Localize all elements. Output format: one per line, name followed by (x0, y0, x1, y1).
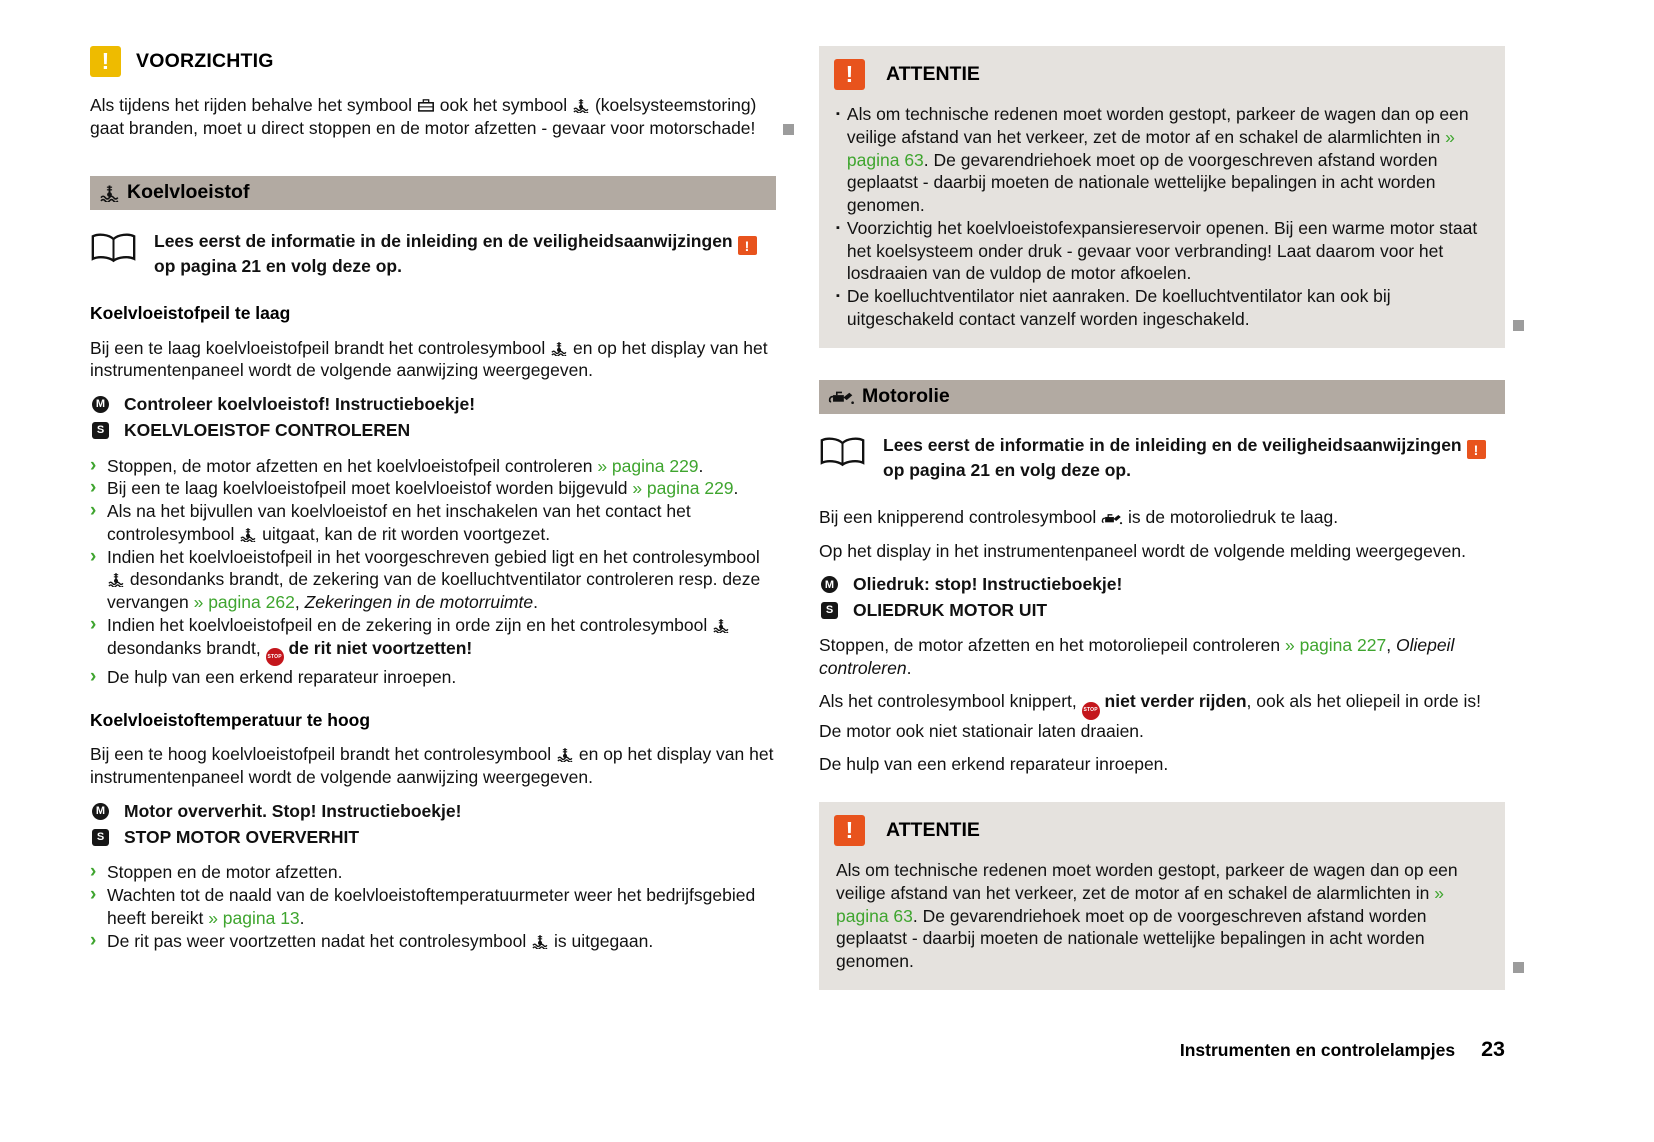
attention-bullet (836, 103, 1490, 217)
display-message-text: STOP MOTOR OVERVERHIT (124, 826, 360, 847)
oil-text-bold: niet verder rijden (1104, 691, 1247, 712)
page-link[interactable]: » pagina 227 (1285, 634, 1387, 655)
coolant-low-text-1: Bij een te laag koelvloeistofpeil brandt het controlesymbool (90, 337, 546, 358)
read-first-seg2: op pagina 21 en volg deze op. (154, 256, 402, 277)
oil-paragraph-5: De hulp van een erkend reparateur inroepen. (819, 754, 1169, 775)
coolant-warning-icon (99, 184, 120, 202)
attn-seg: . De gevarendriehoek moet op de voorgeschreven afstand worden geplaatst - daarbij moeten de nationale wettelijke bepalingen in acht worden genomen. (836, 905, 1427, 972)
read-first-seg2: op pagina 21 en volg deze op. (883, 460, 1131, 481)
step-text (107, 477, 776, 500)
attention-bullet-text: Voorzichtig het koelvloeistofexpansiereservoir openen. Bij een warme motor staat het koelsysteem onder druk - gevaar voor verbranding! Laat daarom voor het losdraaien van de vuldop de motor afkoelen. (846, 217, 1478, 284)
attn-seg: Als om technische redenen moet worden gestopt, parkeer de wagen dan op een veilige afstand van het verkeer, zet de motor af en schakel de alarmlichten in (846, 104, 1469, 147)
step-text (107, 546, 776, 614)
attn-seg: Als om technische redenen moet worden gestopt, parkeer de wagen dan op een veilige afstand van het verkeer, zet de motor af en schakel de alarmlichten in (836, 860, 1458, 903)
step-seg: . (299, 908, 305, 929)
oil-paragraph-1 (819, 506, 1505, 529)
oil-text-2: is de motoroliedruk te laag. (1128, 506, 1339, 527)
attention-box-oil (819, 802, 1505, 990)
oil-text-end: . (906, 657, 912, 678)
segment-display-icon: S (821, 602, 838, 619)
step-seg-italic: Zekeringen in de motorruimte (304, 592, 534, 613)
list-item (90, 884, 776, 930)
coolant-warning-icon (531, 934, 549, 949)
step-seg: Stoppen, de motor afzetten en het koelvloeistofpeil controleren (107, 455, 593, 476)
step-text (107, 884, 776, 930)
step-seg: Bij een te laag koelvloeistofpeil moet koelvloeistof worden bijgevuld (107, 478, 628, 499)
display-message-row (92, 826, 776, 849)
step-text (107, 666, 776, 689)
attention-title: ATTENTIE (886, 818, 980, 841)
coolant-warning-icon (556, 747, 574, 762)
page-link[interactable]: » pagina 63 (836, 882, 1444, 926)
read-first-note (90, 230, 776, 278)
coolant-low-steps (90, 455, 776, 689)
page-marker (783, 124, 794, 135)
list-item (90, 477, 776, 500)
list-item (90, 546, 776, 614)
display-message-row (821, 599, 1505, 622)
list-arrow-icon: › (90, 500, 97, 522)
step-seg: desondanks brandt, (107, 637, 261, 658)
coolant-warning-icon (107, 572, 125, 587)
attention-bullet-text (847, 103, 1490, 217)
oil-paragraph-2: Op het display in het instrumentenpaneel wordt de volgende melding weergegeven. (819, 540, 1466, 561)
oil-can-icon (1101, 512, 1123, 525)
step-seg: , (294, 592, 300, 613)
attention-bullet (836, 285, 1490, 331)
open-book-icon (819, 436, 866, 469)
step-seg: Indien het koelvloeistofpeil en de zekering in orde zijn en het controlesymbool (107, 614, 708, 635)
coolant-high-text-2: en op het display van het instrumentenpaneel wordt de volgende aanwijzing weergegeven. (90, 744, 774, 788)
attention-exclamation-icon: ! (834, 59, 865, 90)
step-seg: De rit pas weer voortzetten nadat het controlesymbool (107, 930, 527, 951)
step-seg: De hulp van een erkend reparateur inroepen. (107, 666, 457, 687)
display-message-row (92, 393, 776, 416)
step-seg: . (698, 455, 704, 476)
oil-text-italic: Oliepeil controleren (819, 634, 1455, 678)
oil-text-3: Stoppen, de motor afzetten en het motoroliepeil controleren (819, 634, 1281, 655)
read-first-text (154, 230, 776, 278)
coolant-low-text-2: en op het display van het instrumentenpaneel wordt de volgende aanwijzing weergegeven. (90, 337, 768, 381)
caution-text-3: (koelsysteemstoring) gaat branden, moet u direct stoppen en de motor afzetten - gevaar voor motorschade! (90, 95, 757, 138)
attention-header (834, 59, 1490, 90)
section-bar-title: Koelvloeistof (127, 180, 250, 203)
attn-seg: . De gevarendriehoek moet op de voorgeschreven afstand worden geplaatst - daarbij moeten de nationale wettelijke bepalingen in acht worden genomen. (846, 149, 1438, 215)
subheading-coolant-low: Koelvloeistofpeil te laag (90, 302, 291, 323)
page-footer (1180, 1036, 1505, 1064)
oil-can-icon (828, 389, 855, 405)
bullet-icon: ▪ (836, 221, 840, 234)
attention-box-coolant (819, 46, 1505, 348)
display-message-row (92, 419, 776, 442)
section-bar-motorolie (819, 380, 1505, 414)
coolant-high-steps (90, 861, 776, 952)
section-bar-title: Motorolie (862, 384, 950, 407)
coolant-warning-icon (572, 98, 590, 113)
step-seg: uitgaat, kan de rit worden voortgezet. (262, 523, 551, 544)
attention-header (834, 815, 1490, 846)
attention-text (836, 859, 1490, 973)
list-arrow-icon: › (90, 477, 97, 499)
list-arrow-icon: › (90, 884, 97, 906)
step-seg: . (733, 478, 739, 499)
section-bar-koelvloeistof (90, 176, 776, 210)
display-message-row (821, 573, 1505, 596)
page-link[interactable]: » pagina 262 (193, 592, 295, 613)
display-message-text: OLIEDRUK MOTOR UIT (853, 600, 1048, 621)
stop-icon: STOP (1082, 702, 1100, 720)
page-link[interactable]: » pagina 229 (632, 478, 734, 499)
footer-page-number: 23 (1481, 1037, 1505, 1061)
step-seg: Indien het koelvloeistofpeil in het voorgeschreven gebied ligt en het controlesymbool (107, 546, 760, 567)
display-message-text: Oliedruk: stop! Instructieboekje! (853, 574, 1123, 595)
step-seg: . (533, 592, 539, 613)
oil-text-sep: , (1386, 634, 1392, 655)
oil-text-1: Bij een knipperend controlesymbool (819, 506, 1097, 527)
oil-text-4: Als het controlesymbool knippert, (819, 691, 1077, 712)
list-item (90, 614, 776, 666)
oil-paragraph-3 (819, 634, 1505, 680)
right-column (819, 46, 1505, 990)
segment-display-icon: S (92, 422, 109, 439)
stop-icon: STOP (266, 648, 284, 666)
list-arrow-icon: › (90, 545, 97, 567)
step-seg: desondanks brandt, de zekering van de koelluchtventilator controleren resp. deze vervangen (107, 569, 761, 613)
step-text (107, 455, 776, 478)
caution-exclamation-icon: ! (90, 46, 121, 77)
page-marker (1513, 320, 1524, 331)
step-seg: Stoppen en de motor afzetten. (107, 862, 343, 883)
display-message-text: Controleer koelvloeistof! Instructieboekje! (124, 394, 476, 415)
footer-section-title: Instrumenten en controlelampjes (1179, 1040, 1456, 1060)
caution-title: VOORZICHTIG (136, 49, 274, 72)
read-first-seg1: Lees eerst de informatie in de inleiding en de veiligheidsaanwijzingen (154, 230, 733, 251)
oil-text-5: , ook als het oliepeil in orde is! De motor ook niet stationair laten draaien. (819, 691, 1481, 741)
caution-text-1: Als tijdens het rijden behalve het symbool (90, 95, 412, 115)
coolant-warning-icon (239, 527, 257, 542)
attention-bullet (836, 217, 1490, 285)
coolant-warning-icon (550, 341, 568, 356)
attention-title: ATTENTIE (886, 62, 980, 85)
read-first-note (819, 434, 1505, 482)
coolant-high-text-1: Bij een te hoog koelvloeistofpeil brandt het controlesymbool (90, 744, 552, 765)
maxidot-display-icon: M (92, 803, 109, 820)
list-item (90, 500, 776, 546)
coolant-warning-icon (712, 618, 730, 633)
coolant-reservoir-icon (417, 98, 435, 113)
list-arrow-icon: › (90, 861, 97, 883)
warning-icon: ! (738, 236, 757, 255)
open-book-icon (90, 232, 137, 265)
step-seg: Als na het bijvullen van koelvloeistof en het inschakelen van het contact het controlesymbool (107, 501, 691, 544)
list-item (90, 666, 776, 689)
coolant-high-paragraph (90, 743, 776, 789)
left-column (90, 46, 776, 990)
display-message-row (92, 800, 776, 823)
page-link[interactable]: » pagina 63 (846, 126, 1455, 170)
page-link[interactable]: » pagina 13 (208, 908, 300, 929)
display-message-text: KOELVLOEISTOF CONTROLEREN (124, 419, 411, 440)
step-seg-bold: de rit niet voortzetten! (288, 637, 473, 658)
list-item (90, 455, 776, 478)
subheading-coolant-high: Koelvloeistoftemperatuur te hoog (90, 709, 371, 730)
step-seg: is uitgegaan. (554, 930, 654, 951)
step-text (107, 614, 776, 666)
display-message-text: Motor oververhit. Stop! Instructieboekje! (124, 800, 462, 821)
oil-paragraph-4 (819, 690, 1505, 742)
caution-section-header (90, 46, 776, 77)
attention-bullet-text: De koelluchtventilator niet aanraken. De koelluchtventilator kan ook bij uitgeschakeld contact vanzelf worden ingeschakeld. (846, 286, 1391, 329)
page-marker (1513, 962, 1524, 973)
step-text (107, 500, 776, 546)
maxidot-display-icon: M (92, 396, 109, 413)
warning-icon: ! (1467, 440, 1486, 459)
list-arrow-icon: › (90, 929, 97, 951)
list-arrow-icon: › (90, 613, 97, 635)
content-columns (90, 46, 1505, 990)
list-item (90, 930, 776, 953)
list-arrow-icon: › (90, 454, 97, 476)
step-text (107, 930, 776, 953)
step-seg: Wachten tot de naald van de koelvloeistoftemperatuurmeter weer het bedrijfsgebied heeft bereikt (107, 885, 756, 929)
segment-display-icon: S (92, 829, 109, 846)
coolant-low-paragraph (90, 337, 776, 383)
attention-exclamation-icon: ! (834, 815, 865, 846)
caution-text-2: ook het symbool (439, 95, 568, 115)
attention-body (834, 859, 1490, 973)
list-arrow-icon: › (90, 665, 97, 687)
read-first-seg1: Lees eerst de informatie in de inleiding en de veiligheidsaanwijzingen (883, 434, 1462, 455)
bullet-icon: ▪ (836, 108, 840, 120)
attention-body (834, 103, 1490, 331)
read-first-text (883, 434, 1505, 482)
maxidot-display-icon: M (821, 576, 838, 593)
step-text (107, 861, 776, 884)
bullet-icon: ▪ (836, 290, 840, 302)
page-link[interactable]: » pagina 229 (597, 455, 699, 476)
list-item (90, 861, 776, 884)
caution-paragraph (90, 94, 776, 140)
